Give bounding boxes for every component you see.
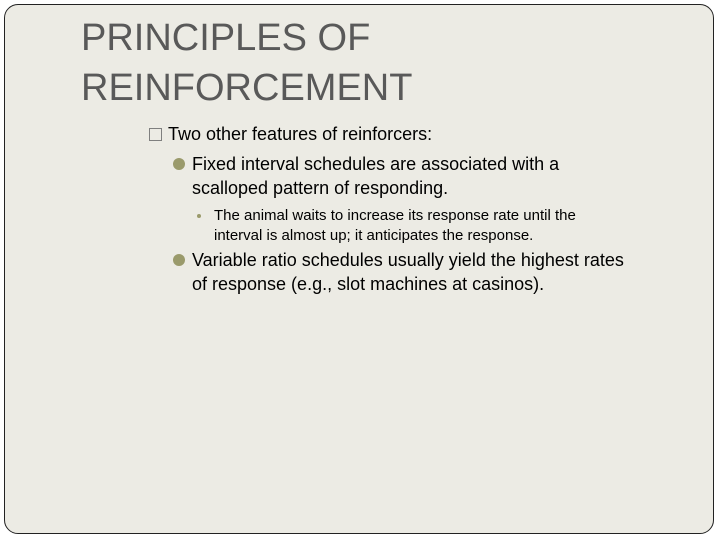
bullet-level1 xyxy=(149,122,432,146)
sub-bullet-line-1: The animal waits to increase its response rate until the xyxy=(214,207,576,224)
bullet-item-fixed-interval xyxy=(173,152,693,200)
round-bullet-icon xyxy=(173,254,185,266)
square-bullet-icon xyxy=(149,128,162,141)
sub-bullet-animal-waits xyxy=(197,206,667,246)
bullet-item-variable-ratio xyxy=(173,248,693,296)
bullet-item-variable-ratio-line-2: of response (e.g., slot machines at casinos). xyxy=(192,274,545,294)
bullet-level1-text: Two other features of reinforcers: xyxy=(168,124,433,144)
sub-bullet-line-2: interval is almost up; it anticipates the response. xyxy=(214,227,534,244)
bullet-item-variable-ratio-line-1: Variable ratio schedules usually yield the highest rates xyxy=(192,250,624,270)
round-bullet-icon xyxy=(173,158,185,170)
slide-content xyxy=(5,5,713,533)
slide-title-line-1: PRINCIPLES OF xyxy=(81,17,371,59)
bullet-item-fixed-interval-line-1: Fixed interval schedules are associated with a xyxy=(192,154,560,174)
slide-title-line-2: REINFORCEMENT xyxy=(81,67,413,109)
small-bullet-icon xyxy=(197,214,201,218)
bullet-item-fixed-interval-line-2: scalloped pattern of responding. xyxy=(192,178,449,198)
slide xyxy=(4,4,714,534)
